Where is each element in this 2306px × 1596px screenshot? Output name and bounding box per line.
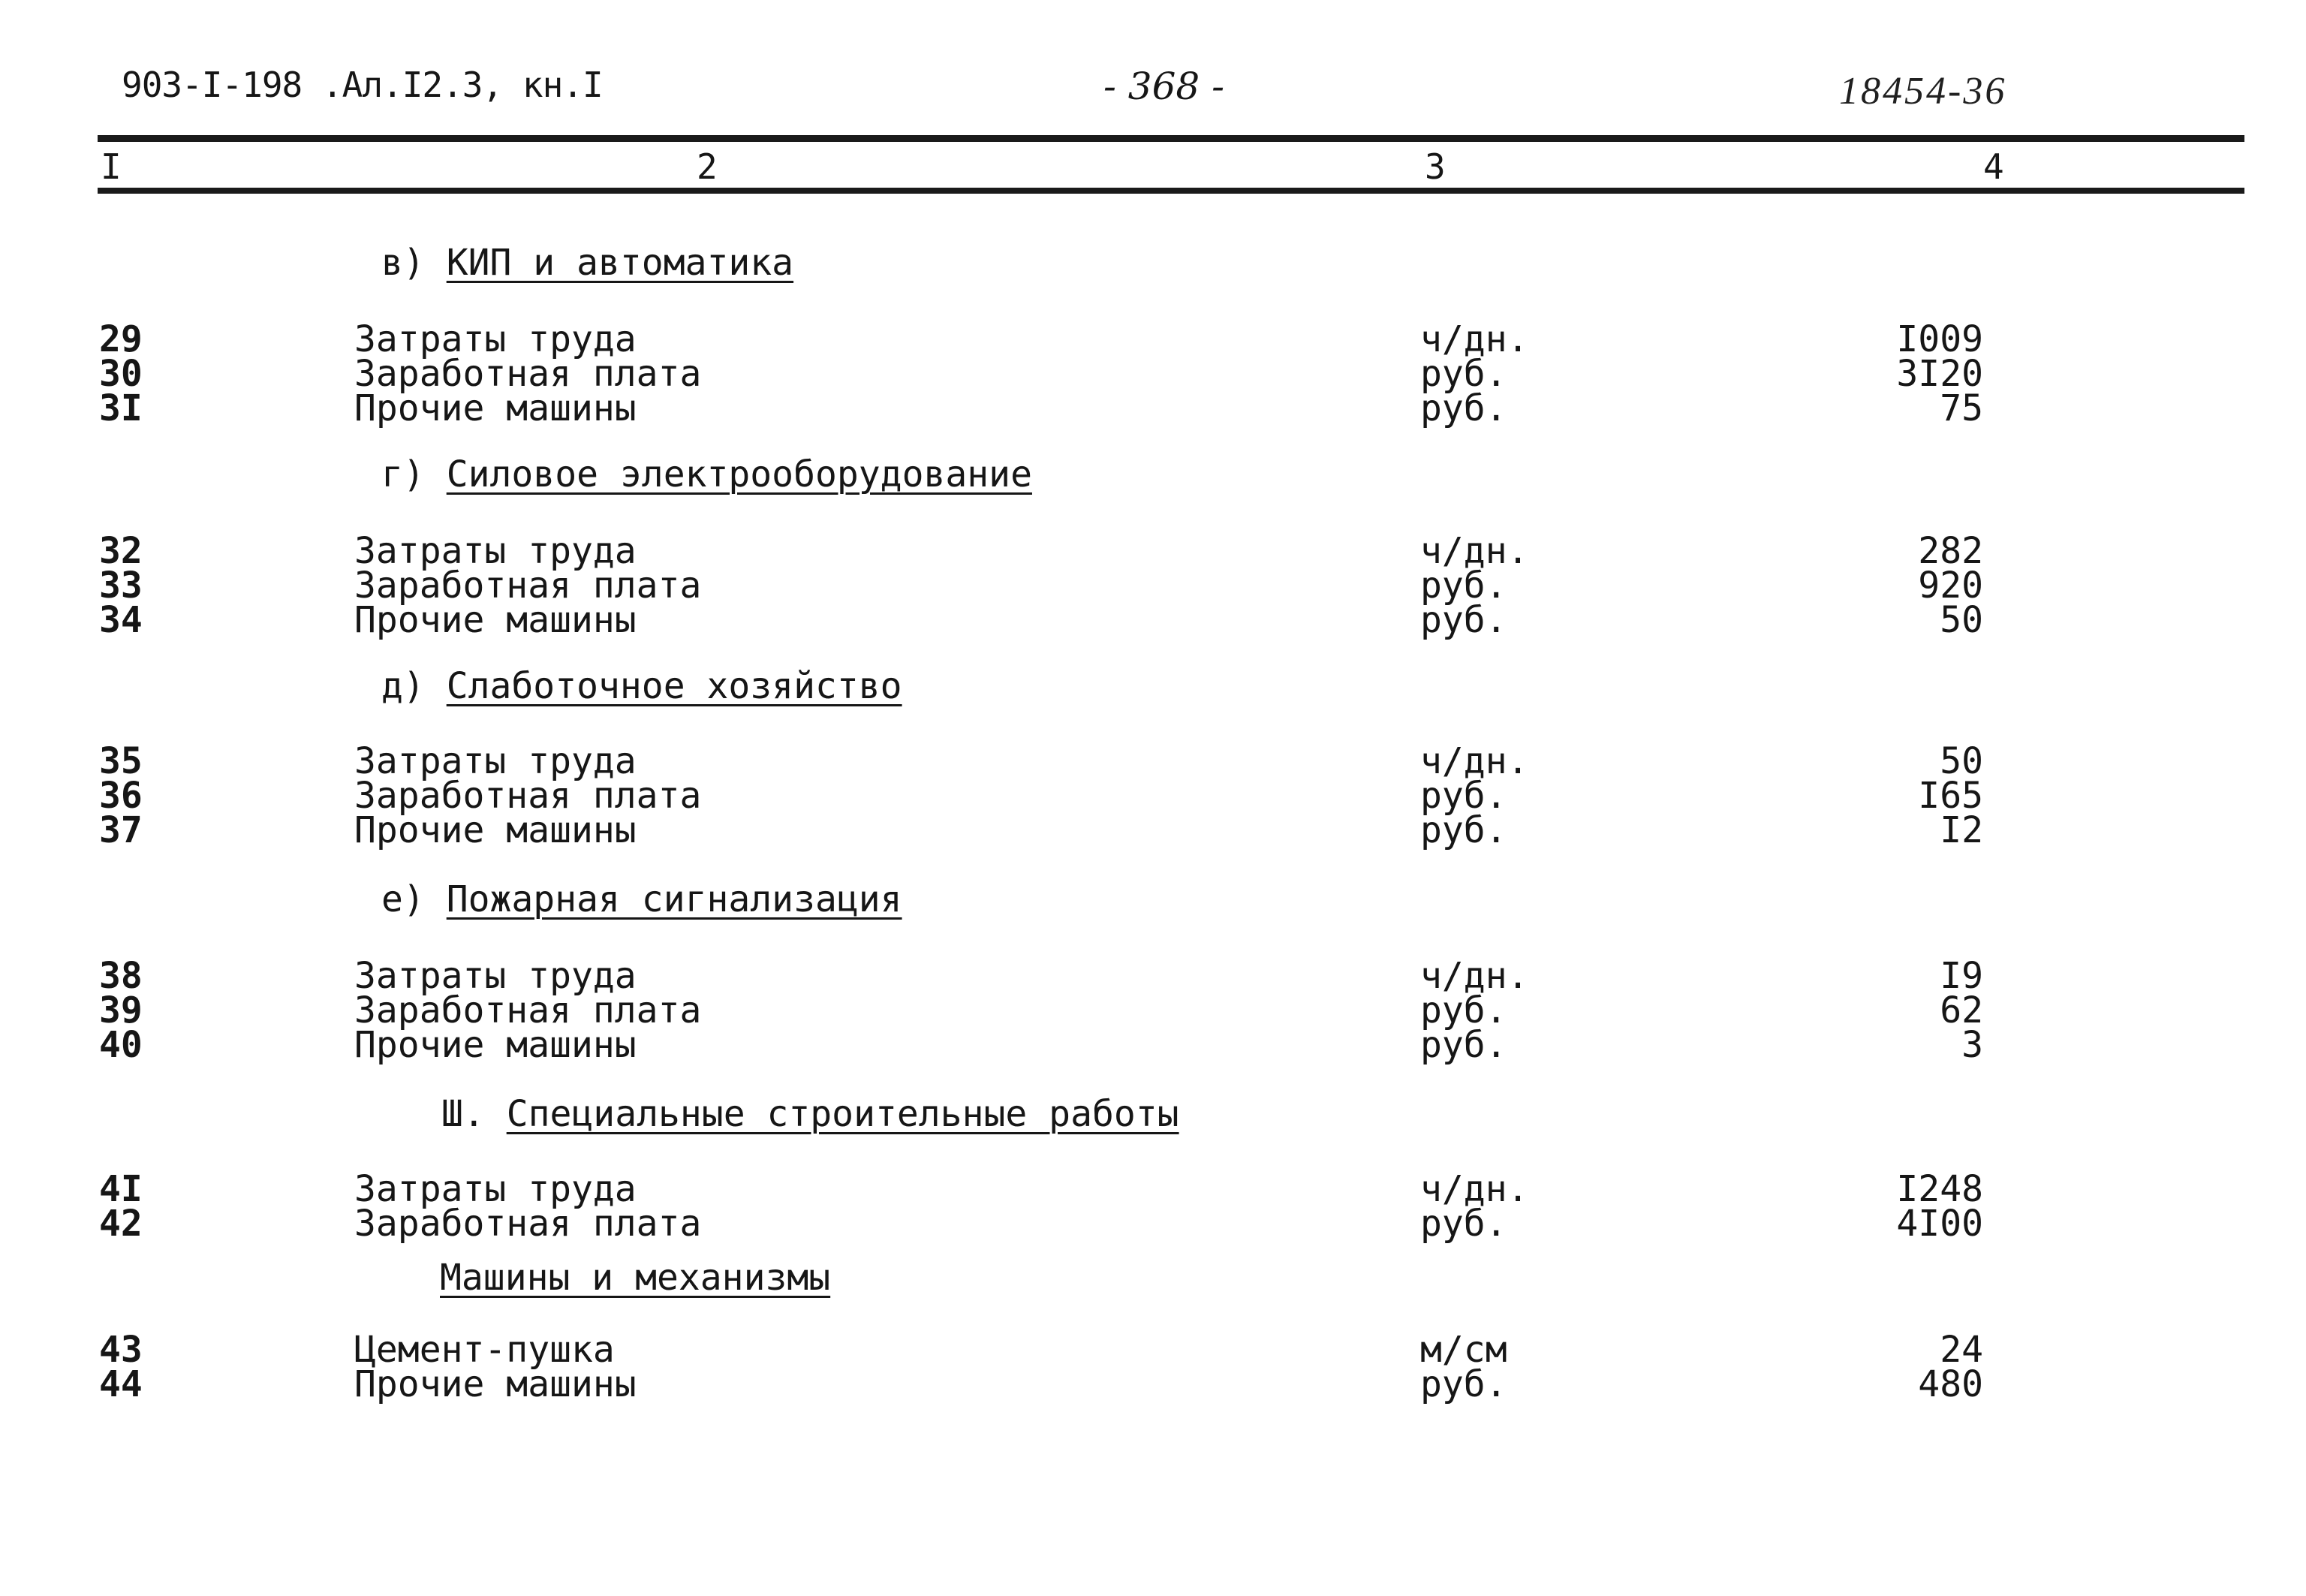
row-unit: руб.: [1420, 809, 1507, 851]
section-title: Специальные строительные работы: [506, 1093, 1179, 1135]
table-row: [0, 1363, 2306, 1405]
row-number: 43: [99, 1329, 143, 1371]
row-name: Прочие машины: [354, 1363, 637, 1405]
row-value: 3: [1961, 1024, 1983, 1066]
table-row: [0, 565, 2306, 607]
row-name: Прочие машины: [354, 809, 637, 851]
subsection-heading: [440, 1257, 830, 1299]
row-value: 24: [1940, 1329, 1983, 1371]
page-number: - 368 -: [1103, 65, 1225, 108]
row-name: Цемент-пушка: [354, 1329, 615, 1371]
section-title: Пожарная сигнализация: [446, 878, 902, 920]
row-unit: ч/дн.: [1420, 318, 1529, 360]
row-unit: руб.: [1420, 387, 1507, 429]
row-number: 36: [99, 775, 143, 817]
table-row: [0, 1168, 2306, 1210]
row-name: Заработная плата: [354, 353, 702, 395]
row-value: 480: [1918, 1363, 1983, 1405]
table-row: [0, 809, 2306, 851]
row-name: Заработная плата: [354, 1203, 702, 1245]
row-number: 4I: [99, 1168, 143, 1210]
row-name: Затраты труда: [354, 1168, 637, 1210]
row-value: 75: [1940, 387, 1983, 429]
row-number: 3I: [99, 387, 143, 429]
section-heading: [381, 453, 1032, 495]
row-value: I2: [1940, 809, 1983, 851]
table-row: [0, 1203, 2306, 1245]
table-row: [0, 387, 2306, 429]
section-heading: [381, 242, 793, 284]
document-code: 903-I-198 .Ал.I2.3, кн.I: [122, 65, 603, 105]
table-row: [0, 1024, 2306, 1066]
row-name: Прочие машины: [354, 387, 637, 429]
section-title: КИП и автоматика: [446, 242, 794, 284]
column-number-3: 3: [1425, 146, 1446, 187]
row-number: 44: [99, 1363, 143, 1405]
row-number: 32: [99, 530, 143, 572]
row-name: Заработная плата: [354, 989, 702, 1031]
row-value: 50: [1940, 599, 1983, 641]
row-value: 62: [1940, 989, 1983, 1031]
row-number: 33: [99, 565, 143, 607]
row-number: 30: [99, 353, 143, 395]
section-prefix: е): [381, 878, 425, 920]
section-prefix: в): [381, 242, 425, 284]
row-number: 40: [99, 1024, 143, 1066]
section-title: Слаботочное хозяйство: [446, 665, 902, 707]
row-value: I65: [1918, 775, 1983, 817]
row-unit: руб.: [1420, 989, 1507, 1031]
row-name: Затраты труда: [354, 740, 637, 782]
row-number: 42: [99, 1203, 143, 1245]
row-number: 37: [99, 809, 143, 851]
row-value: 4I00: [1896, 1203, 1983, 1245]
column-number-2: 2: [697, 146, 718, 187]
row-unit: руб.: [1420, 1203, 1507, 1245]
table-row: [0, 989, 2306, 1031]
header-rule-top: [98, 135, 2244, 142]
row-number: 35: [99, 740, 143, 782]
table-row: [0, 1329, 2306, 1371]
row-value: I248: [1896, 1168, 1983, 1210]
table-row: [0, 599, 2306, 641]
section-title: Машины и механизмы: [440, 1257, 831, 1299]
section-prefix: г): [381, 453, 425, 495]
row-value: I009: [1896, 318, 1983, 360]
section-heading: [441, 1093, 1179, 1135]
row-unit: руб.: [1420, 1024, 1507, 1066]
table-row: [0, 775, 2306, 817]
row-unit: руб.: [1420, 565, 1507, 607]
row-value: 920: [1918, 565, 1983, 607]
row-number: 39: [99, 989, 143, 1031]
section-title: Силовое электрооборудование: [446, 453, 1032, 495]
row-name: Затраты труда: [354, 318, 637, 360]
column-number-1: I: [101, 146, 122, 187]
row-unit: м/см: [1420, 1329, 1507, 1371]
table-row: [0, 318, 2306, 360]
section-prefix: Ш.: [441, 1093, 485, 1135]
row-unit: руб.: [1420, 353, 1507, 395]
table-row: [0, 955, 2306, 997]
row-name: Заработная плата: [354, 775, 702, 817]
table-row: [0, 740, 2306, 782]
row-name: Затраты труда: [354, 955, 637, 997]
section-prefix: д): [381, 665, 425, 707]
column-number-4: 4: [1983, 146, 2004, 187]
row-number: 38: [99, 955, 143, 997]
row-value: 3I20: [1896, 353, 1983, 395]
row-unit: ч/дн.: [1420, 740, 1529, 782]
row-unit: руб.: [1420, 599, 1507, 641]
row-unit: ч/дн.: [1420, 1168, 1529, 1210]
row-name: Затраты труда: [354, 530, 637, 572]
section-heading: [381, 878, 902, 920]
row-value: 50: [1940, 740, 1983, 782]
row-name: Прочие машины: [354, 599, 637, 641]
row-value: 282: [1918, 530, 1983, 572]
header-rule-bottom: [98, 188, 2244, 194]
row-unit: руб.: [1420, 1363, 1507, 1405]
table-row: [0, 530, 2306, 572]
row-name: Прочие машины: [354, 1024, 637, 1066]
row-name: Заработная плата: [354, 565, 702, 607]
row-number: 34: [99, 599, 143, 641]
archive-number: 18454-36: [1839, 70, 2007, 113]
row-unit: ч/дн.: [1420, 955, 1529, 997]
row-unit: руб.: [1420, 775, 1507, 817]
row-unit: ч/дн.: [1420, 530, 1529, 572]
row-number: 29: [99, 318, 143, 360]
table-row: [0, 353, 2306, 395]
section-heading: [381, 665, 902, 707]
row-value: I9: [1940, 955, 1983, 997]
